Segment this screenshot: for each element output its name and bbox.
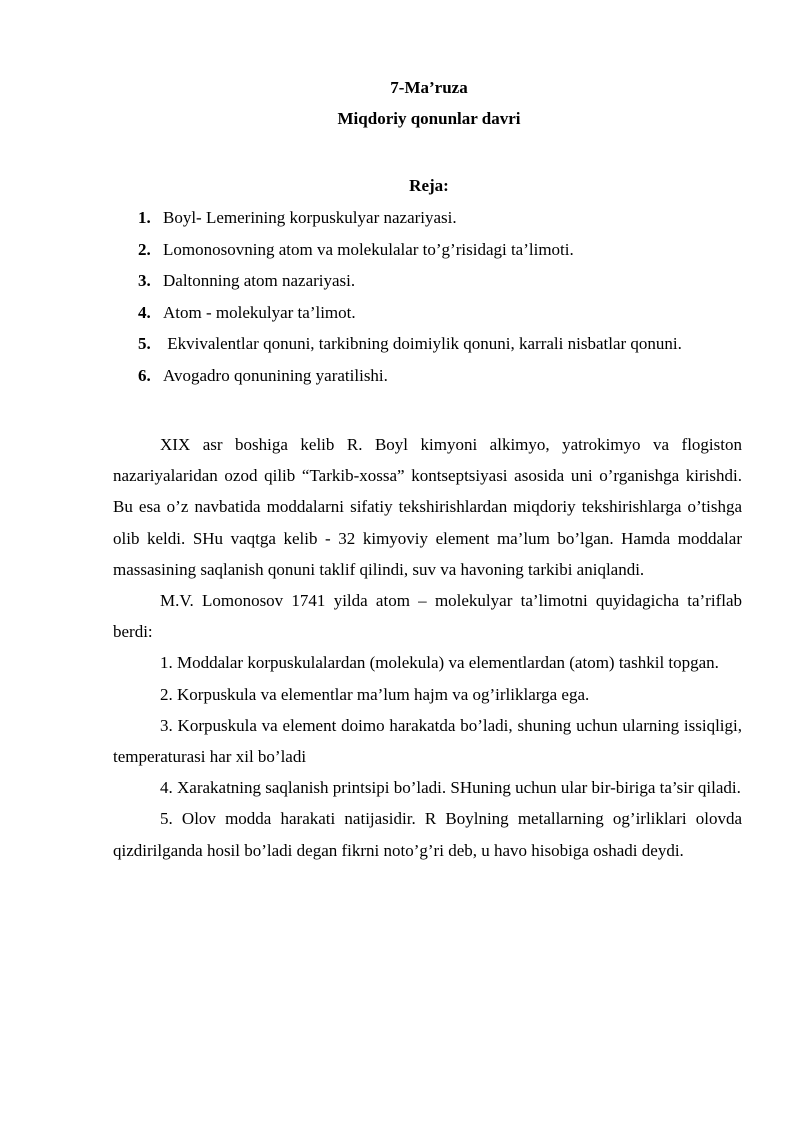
paragraph-point-2: 2. Korpuskula va elementlar ma’lum hajm va og’irliklarga ega. [160,684,590,704]
lecture-title: Miqdoriy qonunlar davri [337,109,521,128]
plan-item-number: 2. [138,239,151,259]
plan-item-number: 4. [138,302,151,322]
plan-item-text: Lomonosovning atom va molekulalar to’g’risidagi ta’limoti. [163,239,574,259]
plan-item-text: Atom - molekulyar ta’limot. [163,302,356,322]
plan-item [0,333,800,365]
plan-item-text: Ekvivalentlar qonuni, tarkibning doimiylik qonuni, karrali nisbatlar qonuni. [163,334,682,354]
paragraph-point-5: 5. Olov modda harakati natijasidir. R Boylning metallarning og’irliklari olovda qizdirilganda hosil bo’ladi degan fikrni noto’g’ri deb, u havo hisobiga oshadi deydi. [113,809,742,860]
plan-item-text: Boyl- Lemerining korpuskulyar nazariyasi. [163,208,457,227]
paragraph-point-4: 4. Xarakatning saqlanish printsipi bo’ladi. SHuning uchun ular bir-biriga ta’sir qiladi. [160,778,741,798]
plan-item [0,207,800,239]
plan-item [0,270,800,302]
plan-item-number: 3. [138,271,151,291]
lecture-number: 7-Ma’ruza [390,78,468,97]
plan-item-number: 5. [138,334,151,354]
paragraph-point-3: 3. Korpuskula va element doimo harakatda bo’ladi, shuning uchun ularning issiqligi, temperaturasi har xil bo’ladi [113,715,742,767]
plan-item-number: 1. [138,208,151,227]
plan-item-text: Daltonning atom nazariyasi. [163,271,356,291]
body-text [113,429,742,866]
paragraph-intro: XIX asr boshiga kelib R. Boyl kimyoni alkimyo, yatrokimyo va flogiston nazariyalaridan ozod qilib “Tarkib-xossa” kontseptsiyasi asosida uni o’rganishga kirishdi. Bu esa o’z navbatida moddalarni sifatiy tekshirishlardan miqdoriy tekshirishlarga o’tishga olib keldi. SHu vaqtga kelib - 32 kimyoviy element ma’lum bo’lgan. Hamda moddalar massasining saqlanish qonuni taklif qilindi, suv va havoning tarkibi aniqlandi. [113,435,742,579]
paragraph-lomonosov: M.V. Lomonosov 1741 yilda atom – molekulyar ta’limotni quyidagicha ta’riflab berdi: [113,591,742,642]
plan-list [0,207,800,397]
plan-item [0,302,800,334]
plan-item-number: 6. [138,365,151,385]
paragraph-point-1: 1. Moddalar korpuskulalardan (molekula) va elementlardan (atom) tashkil topgan. [160,653,719,673]
plan-item-text: Avogadro qonunining yaratilishi. [163,365,388,385]
plan-item [0,365,800,397]
plan-label: Reja: [409,176,449,195]
plan-item [0,239,800,271]
